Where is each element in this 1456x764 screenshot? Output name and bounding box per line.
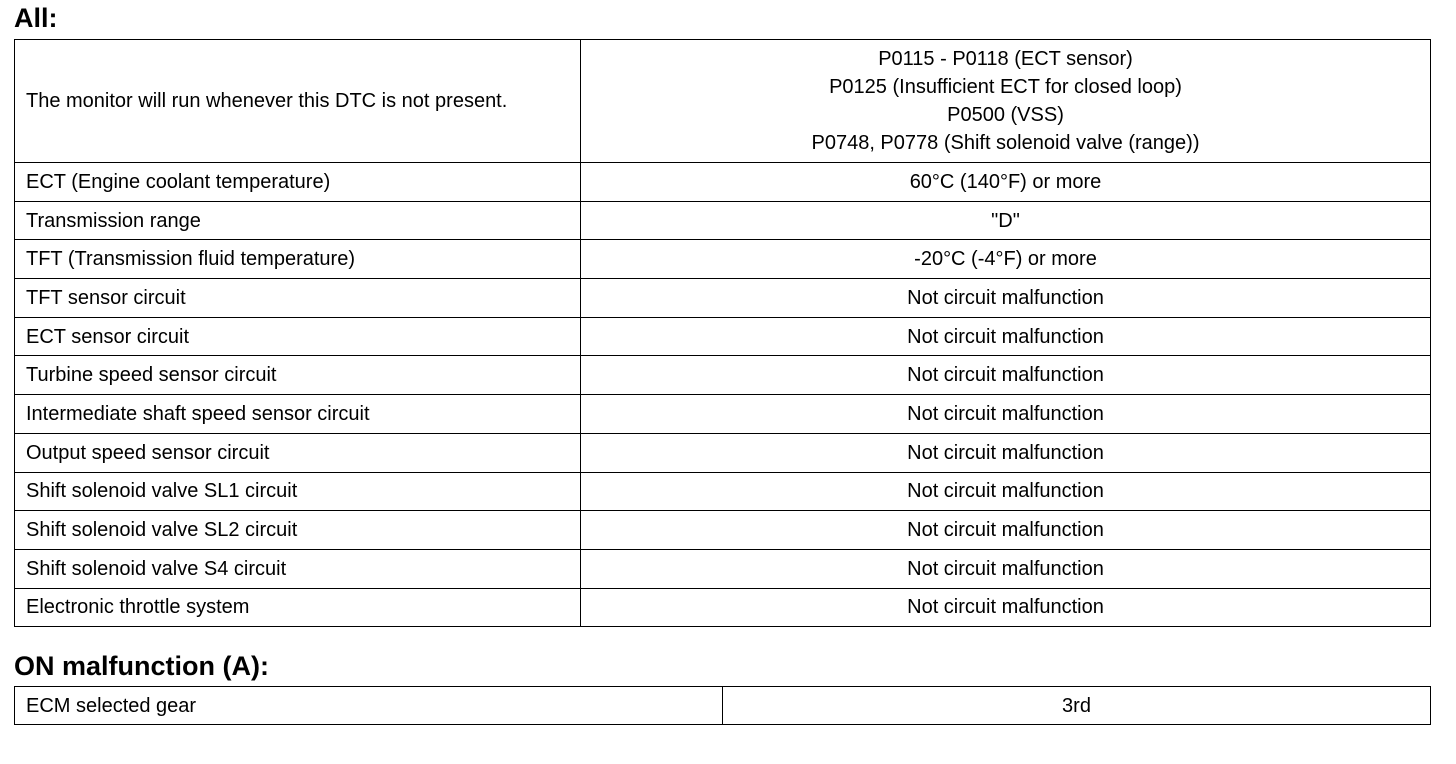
- table-row: [15, 511, 1431, 550]
- section-heading-on-malfunction: ON malfunction (A):: [14, 651, 269, 681]
- condition-label: Electronic throttle system: [15, 588, 581, 627]
- dtc-line: P0115 - P0118 (ECT sensor): [878, 48, 1133, 70]
- condition-label: TFT sensor circuit: [15, 279, 581, 318]
- condition-value: Not circuit malfunction: [581, 279, 1431, 318]
- table-row: [15, 279, 1431, 318]
- condition-label: Shift solenoid valve S4 circuit: [15, 549, 581, 588]
- condition-value: 3rd: [723, 687, 1431, 725]
- condition-label: The monitor will run whenever this DTC is not present.: [15, 40, 581, 163]
- condition-value: Not circuit malfunction: [581, 549, 1431, 588]
- table-row: [15, 240, 1431, 279]
- condition-value: 60°C (140°F) or more: [581, 163, 1431, 202]
- table-row: [15, 472, 1431, 511]
- condition-value: Not circuit malfunction: [581, 472, 1431, 511]
- condition-label: TFT (Transmission fluid temperature): [15, 240, 581, 279]
- condition-value: Not circuit malfunction: [581, 356, 1431, 395]
- table-row: [15, 433, 1431, 472]
- dtc-line: P0500 (VSS): [947, 104, 1064, 126]
- conditions-table-all: [14, 39, 1431, 627]
- condition-label: ECT (Engine coolant temperature): [15, 163, 581, 202]
- dtc-line: P0125 (Insufficient ECT for closed loop): [829, 76, 1182, 98]
- table-row: [15, 356, 1431, 395]
- condition-value: Not circuit malfunction: [581, 511, 1431, 550]
- section-heading-all: All:: [14, 3, 58, 33]
- dtc-line: P0748, P0778 (Shift solenoid valve (range)): [811, 132, 1200, 154]
- table-row: [15, 201, 1431, 240]
- condition-value: "D": [581, 201, 1431, 240]
- dtc-list-cell: [581, 40, 1431, 163]
- condition-value: Not circuit malfunction: [581, 433, 1431, 472]
- condition-label: Shift solenoid valve SL1 circuit: [15, 472, 581, 511]
- condition-label: Shift solenoid valve SL2 circuit: [15, 511, 581, 550]
- table-row: [15, 588, 1431, 627]
- condition-value: -20°C (-4°F) or more: [581, 240, 1431, 279]
- table-row: [15, 317, 1431, 356]
- condition-value: Not circuit malfunction: [581, 395, 1431, 434]
- table-row: [15, 549, 1431, 588]
- condition-label: Output speed sensor circuit: [15, 433, 581, 472]
- conditions-table-on-malfunction: [14, 686, 1431, 725]
- condition-label: ECM selected gear: [15, 687, 723, 725]
- table-row: [15, 395, 1431, 434]
- table-row: [15, 687, 1431, 725]
- condition-label: Intermediate shaft speed sensor circuit: [15, 395, 581, 434]
- condition-label: Transmission range: [15, 201, 581, 240]
- condition-value: Not circuit malfunction: [581, 317, 1431, 356]
- condition-value: Not circuit malfunction: [581, 588, 1431, 627]
- table-row: [15, 40, 1431, 163]
- condition-label: ECT sensor circuit: [15, 317, 581, 356]
- condition-label: Turbine speed sensor circuit: [15, 356, 581, 395]
- table-row: [15, 163, 1431, 202]
